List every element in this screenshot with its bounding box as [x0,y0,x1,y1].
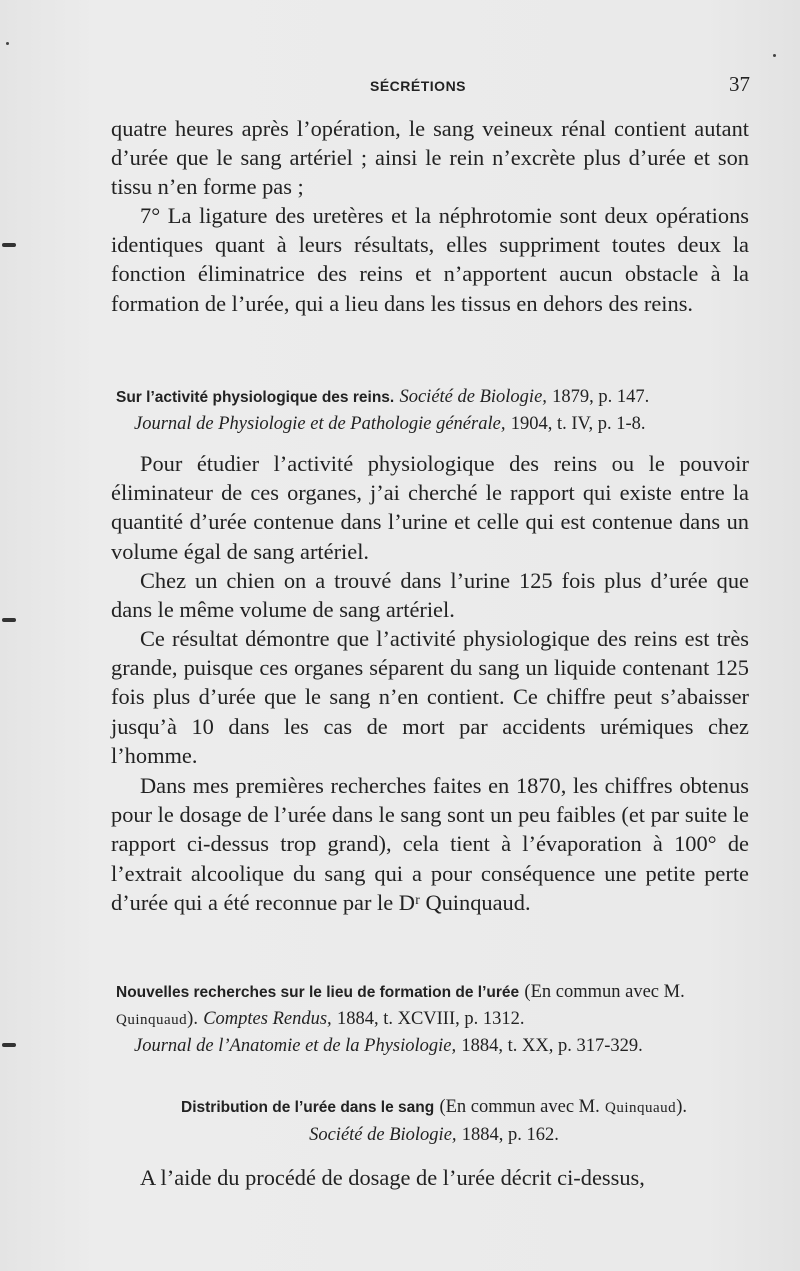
reference-3-title: Distribution de l’urée dans le sang [181,1099,435,1116]
section-title: SÉCRÉTIONS [370,78,467,94]
reference-1 [116,384,752,437]
reference-2-journal-1-details: 1884, t. XCVIII, p. 1312. [336,1008,525,1029]
paragraph-dog-result: Chez un chien on a trouvé dans l’urine 125 fois plus d’urée que dans le même volume de sang artériel. [111,568,749,623]
reference-2-journal-2-details: 1884, t. XX, p. 317-329. [461,1036,643,1056]
scan-speck [6,42,9,45]
reference-2-title: Nouvelles recherches sur le lieu de formation de l’urée [116,984,520,1001]
reference-2 [116,979,752,1060]
reference-1-journal-1-details: 1879, p. 147. [552,387,650,407]
reference-3-journal: Société de Biologie, [309,1124,457,1145]
reference-2-collab-open: (En commun avec M. [524,982,685,1002]
reference-3-collab-close: ). [676,1097,687,1117]
margin-mark [2,618,16,622]
reference-2-collab-name: Quinquaud [116,1011,188,1028]
reference-2-journal-1: Comptes Rendus, [203,1008,332,1029]
page-number: 37 [729,72,750,96]
paragraph-first-research: Dans mes premières recherches faites en 1870, les chiffres obtenus pour le dosage de l’urée dans le sang sont un peu faibles (et par suite le rapport ci-dessus trop grand), cela tient à l’évaporation à 100° de l’extrait alcoolique du sang qui a pour conséquence une petite perte d’urée qui a été reconnue par le Dʳ Quinquaud. [111,773,749,915]
margin-mark [2,243,16,247]
reference-3 [116,1094,752,1148]
paragraph-final: A l’aide du procédé de dosage de l’urée décrit ci-dessus, [140,1165,645,1190]
reference-3-collab-name: Quinquaud [605,1100,677,1116]
scan-speck [773,54,776,57]
paragraph-continued: quatre heures après l’opération, le sang veineux rénal contient autant d’urée que le sang artériel ; ainsi le rein n’excrète plus d’urée et son tissu n’en forme pas ; [111,116,749,200]
paragraph-result-meaning: Ce résultat démontre que l’activité physiologique des reins est très grande, puisque ces organes séparent du sang un liquide contenant 125 fois plus d’urée que le sang n’en contient. Ce chiffre peut s’abaisser jusqu’à 10 dans les cas de mort par accidents urémiques chez l’homme. [111,626,749,768]
reference-2-journal-2: Journal de l’Anatomie et de la Physiologie, [134,1036,457,1056]
reference-2-collab-close: ). [187,1008,198,1029]
paragraph-study-purpose: Pour étudier l’activité physiologique des reins ou le pouvoir éliminateur de ces organes, j’ai cherché le rapport qui existe entre la quantité d’urée contenue dans l’urine et celle qui est contenue dans un volume égal de sang artériel. [111,451,749,564]
paragraph-point-7: 7° La ligature des uretères et la néphrotomie sont deux opérations identiques quant à leurs résultats, elles suppriment toutes deux la fonction éliminatrice des reins et n’apportent aucun obstacle à la formation de l’urée, qui a lieu dans les tissus en dehors des reins. [111,203,749,316]
reference-3-journal-details: 1884, p. 162. [461,1124,559,1145]
reference-1-journal-2: Journal de Physiologie et de Pathologie générale, [134,413,506,434]
reference-1-journal-1: Société de Biologie, [399,387,547,407]
margin-mark [2,1043,16,1047]
reference-3-collab-open: (En commun avec M. [439,1097,600,1117]
running-header [110,72,750,102]
reference-1-journal-2-details: 1904, t. IV, p. 1-8. [510,413,646,434]
reference-1-title: Sur l’activité physiologique des reins. [116,389,395,406]
